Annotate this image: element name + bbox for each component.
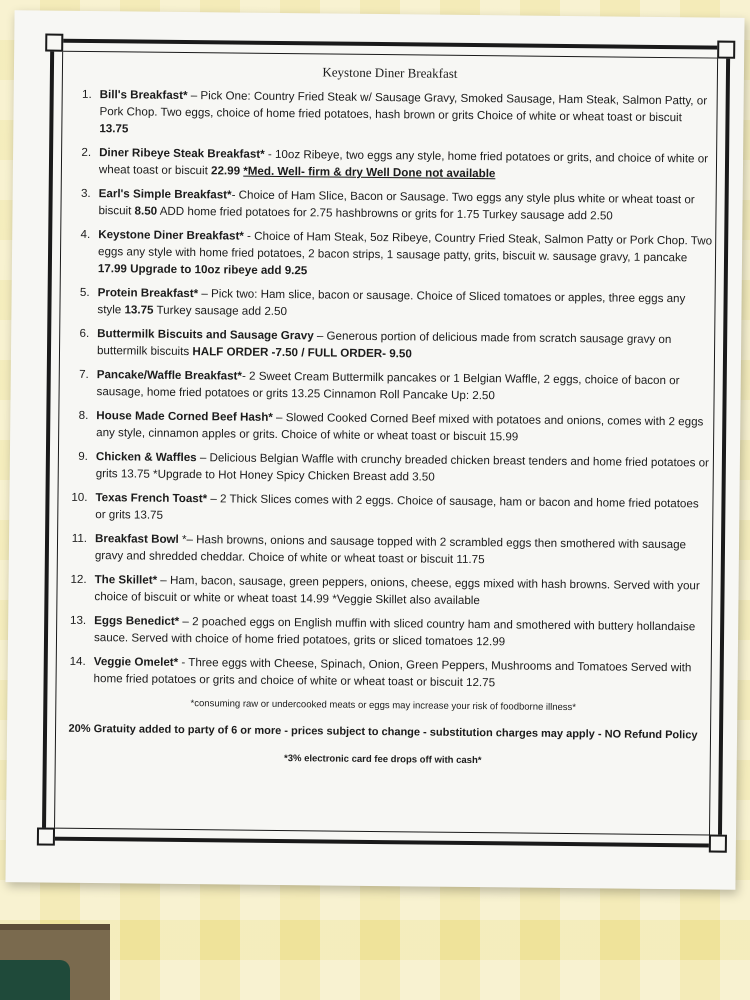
menu-item-description: - 10oz Ribeye, two eggs any style, home fried potatoes or grits, and choice of white or wheat toast or biscuit	[98, 147, 709, 178]
menu-item-text	[97, 366, 711, 406]
menu-item-name: Veggie Omelet*	[93, 655, 179, 669]
menu-item-price: 13.75	[99, 122, 129, 136]
menu-item-name: Buttermilk Biscuits and Sausage Gravy	[97, 327, 314, 343]
menu-item-price: 22.99	[210, 164, 241, 178]
menu-item-name: Breakfast Bowl	[94, 532, 179, 546]
menu-item	[62, 448, 710, 489]
menu-item-number: 7.	[79, 367, 89, 381]
menu-item-name: Chicken & Waffles	[95, 450, 197, 465]
menu-item	[61, 530, 709, 571]
menu-item-name: Keystone Diner Breakfast*	[98, 228, 244, 243]
card-fee-note: *3% electronic card fee drops off with cash*	[283, 753, 482, 767]
menu-item-description: – Slowed Cooked Corned Beef mixed with potatoes and onions, comes with 2 eggs any style, cinnamon apples or grits. Choice of white or wheat toast or biscuit 15.99	[96, 410, 704, 444]
menu-item-description: – Delicious Belgian Waffle with crunchy breaded chicken breast tenders and home fried potatoes or grits 13.75 *Upgrade to Hot Honey Spicy Chicken Breast add 3.50	[95, 451, 710, 484]
menu-item-name: Earl's Simple Breakfast*	[98, 187, 232, 202]
green-object	[0, 960, 70, 1000]
menu-item-name: Eggs Benedict*	[94, 614, 180, 628]
menu-item-text	[96, 448, 710, 488]
menu-item-name: House Made Corned Beef Hash*	[96, 409, 273, 424]
menu-item-text	[94, 653, 708, 693]
menu-item-text	[98, 185, 712, 225]
menu-item	[62, 407, 710, 448]
menu-item-name: The Skillet*	[94, 573, 158, 587]
menu-item-text	[97, 284, 711, 324]
menu-item-number: 13.	[70, 613, 87, 627]
menu-item-text	[94, 571, 708, 611]
menu-item-description: - 2 Sweet Cream Buttermilk pancakes or 1 Belgian Waffle, 2 eggs, choice of bacon or sausage, home fried potatoes or grits 13.25 Cinnamon Roll Pancake Up: 2.50	[96, 369, 680, 403]
menu-item-price: HALF ORDER -7.50 / FULL ORDER- 9.50	[192, 345, 412, 361]
menu-item	[64, 226, 712, 284]
menu-item-text	[95, 530, 709, 570]
menu-item-text	[96, 407, 710, 447]
menu-item-number: 5.	[79, 285, 90, 300]
menu-item-name: Protein Breakfast*	[97, 286, 199, 301]
menu-item-description: – 2 poached eggs on English muffin with sliced country ham and smothered with buttery hollandaise sauce. Served with choice of home fried potatoes, grits or sliced tomatoes 12.99	[93, 614, 696, 649]
menu-item-description: – Pick two: Ham slice, bacon or sausage. Choice of Sliced tomatoes or apples, three eggs any style	[97, 287, 686, 317]
menu-item-number: 3.	[80, 186, 91, 201]
frame-corner	[709, 835, 727, 853]
menu-item-text	[94, 612, 708, 652]
menu-item-extra: Upgrade to 10oz ribeye add 9.25	[126, 262, 308, 278]
menu-item-description: - Three eggs with Cheese, Spinach, Onion, Green Peppers, Mushrooms and Tomatoes Served with home fried potatoes or grits and choice of white or wheat toast or biscuit 12.75	[93, 655, 692, 690]
frame-corner	[45, 34, 63, 52]
menu-item	[63, 366, 711, 407]
menu-item-number: 11.	[71, 531, 88, 545]
menu-item	[60, 612, 708, 653]
menu-item	[60, 653, 708, 694]
menu-item-number: 2.	[81, 145, 92, 160]
menu-item-description: - Choice of Ham Slice, Bacon or Sausage. Two eggs any style plus white or wheat toast or biscuit	[98, 188, 695, 218]
menu-item	[65, 86, 713, 144]
health-notice: *consuming raw or undercooked meats or eggs may increase your risk of foodborne illness*	[190, 698, 577, 714]
menu-item-number: 1.	[81, 87, 92, 102]
menu-item-number: 8.	[78, 408, 89, 422]
menu-item-number: 14.	[69, 654, 86, 668]
menu-item-text	[95, 489, 709, 529]
menu-item	[65, 144, 713, 185]
menu-item-number: 4.	[80, 227, 91, 242]
menu-item-number: 10.	[71, 490, 88, 504]
menu-item	[61, 489, 709, 530]
menu-item-text	[99, 144, 713, 184]
menu-item-description: – Ham, bacon, sausage, green peppers, onions, cheese, eggs mixed with hash browns. Served with your choice of biscuit or white or wheat toast 14.99 *Veggie Skillet also available	[94, 573, 700, 608]
menu-item-name: Diner Ribeye Steak Breakfast*	[99, 146, 265, 161]
menu-content	[59, 59, 714, 772]
menu-item-number: 9.	[78, 449, 88, 463]
menu-item-name: Texas French Toast*	[95, 491, 208, 506]
menu-item-price: 13.75	[124, 303, 154, 317]
menu-item-name: Bill's Breakfast*	[99, 88, 188, 103]
menu-item-description: *– Hash browns, onions and sausage topped with 2 scrambled eggs then smothered with sausage gravy and shredded cheddar. Choice of white or wheat toast or biscuit 11.75	[94, 532, 687, 567]
menu-item-price: 8.50	[134, 204, 158, 218]
menu-item	[64, 185, 712, 226]
menu-item	[63, 284, 711, 325]
menu-item-description: - Choice of Ham Steak, 5oz Ribeye, Country Fried Steak, Salmon Patty or Pork Chop. Two eggs any style with home fried potatoes, 2 bacon strips, 1 sausage patty, grits, biscuit w. sausage gravy, 1 pancake	[97, 229, 713, 265]
menu-item-description: – Generous portion of delicious made from scratch sausage gravy on buttermilk biscuits	[96, 329, 672, 359]
menu-item-price: 17.99	[97, 262, 127, 276]
menu-items-list	[60, 86, 714, 694]
menu-item-number: 12.	[70, 572, 87, 586]
policy-line: 20% Gratuity added to party of 6 or more - prices subject to change - substitution charges may apply - NO Refund Policy	[68, 722, 698, 742]
menu-item	[63, 325, 711, 366]
frame-corner	[37, 827, 55, 845]
frame-corner	[717, 41, 735, 59]
menu-item	[60, 571, 708, 612]
menu-title: Keystone Diner Breakfast	[322, 64, 458, 81]
menu-item-text	[97, 325, 711, 365]
menu-item-extra: ADD home fried potatoes for 2.75 hashbrowns or grits for 1.75 Turkey sausage add 2.50	[157, 204, 613, 223]
menu-item-number: 6.	[79, 326, 90, 341]
menu-item-name: Pancake/Waffle Breakfast*	[96, 368, 243, 383]
menu-item-extra: Turkey sausage add 2.50	[153, 303, 288, 319]
menu-item-extra: *Med. Well- firm & dry Well Done not available	[243, 164, 496, 181]
menu-item-description: – 2 Thick Slices comes with 2 eggs. Choice of sausage, ham or bacon and home fried potatoes or grits 13.75	[95, 492, 699, 522]
menu-sheet	[5, 10, 744, 890]
menu-item-text	[98, 226, 713, 283]
menu-item-text	[99, 86, 714, 143]
menu-item-description: – Pick One: Country Fried Steak w/ Sausage Gravy, Smoked Sausage, Ham Steak, Salmon Patty, or Pork Chop. Two eggs, choice of home fried potatoes, hash brown or grits Choice of white or wheat toast or biscuit	[99, 89, 708, 125]
